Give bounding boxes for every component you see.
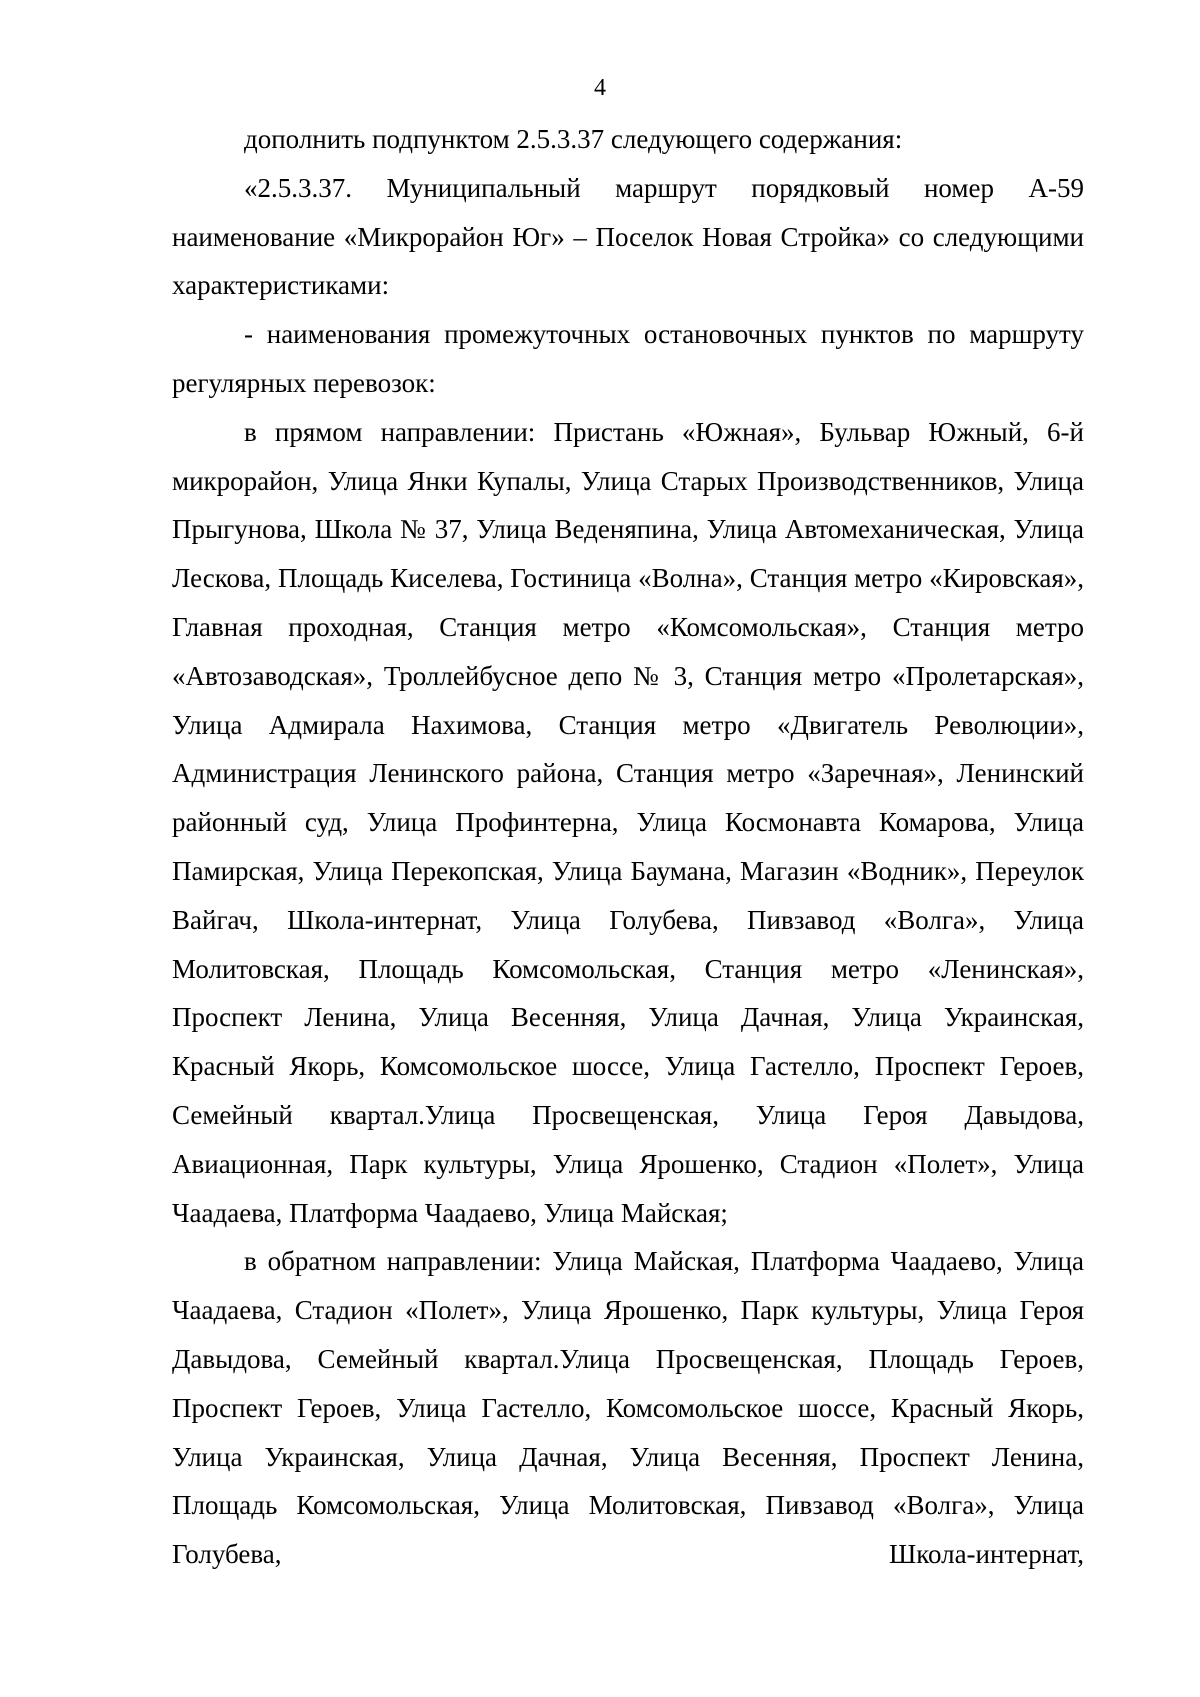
page-number: 4 xyxy=(594,75,606,101)
document-body xyxy=(172,115,1084,1579)
paragraph-reverse-direction: в обратном направлении: Улица Майская, Платформа Чаадаево, Улица Чаадаева, Стадион «Полет», Улица Ярошенко, Парк культуры, Улица Героя Давыдова, Семейный квартал.Улица Просвещенская, Площадь Героев, Проспект Героев, Улица Гастелло, Комсомольское шоссе, Красный Якорь, Улица Украинская, Улица Дачная, Улица Весенняя, Проспект Ленина, Площадь Комсомольская, Улица Молитовская, Пивзавод «Волга», Улица Голубева, Школа-интернат, xyxy=(172,1246,1084,1570)
paragraph-forward-direction: в прямом направлении: Пристань «Южная», Бульвар Южный, 6-й микрорайон, Улица Янки Купалы, Улица Старых Производственников, Улица Прыгунова, Школа № 37, Улица Веденяпина, Улица Автомеханическая, Улица Лескова, Площадь Киселева, Гостиница «Волна», Станция метро «Кировская», Главная проходная, Станция метро «Комсомольская», Станция метро «Автозаводская», Троллейбусное депо № 3, Станция метро «Пролетарская», Улица Адмирала Нахимова, Станция метро «Двигатель Революции», Администрация Ленинского района, Станция метро «Заречная», Ленинский районный суд, Улица Профинтерна, Улица Космонавта Комарова, Улица Памирская, Улица Перекопская, Улица Баумана, Магазин «Водник», Переулок Вайгач, Школа-интернат, Улица Голубева, Пивзавод «Волга», Улица Молитовская, Площадь Комсомольская, Станция метро «Ленинская», Проспект Ленина, Улица Весенняя, Улица Дачная, Улица Украинская, Красный Якорь, Комсомольское шоссе, Улица Гастелло, Проспект Героев, Семейный квартал.Улица Просвещенская, Улица Героя Давыдова, Авиационная, Парк культуры, Улица Ярошенко, Стадион «Полет», Улица Чаадаева, Платформа Чаадаево, Улица Майская; xyxy=(172,416,1084,1228)
paragraph-stops-heading: - наименования промежуточных остановочных пунктов по маршруту регулярных перевозок: xyxy=(172,319,1084,398)
paragraph-route-header: «2.5.3.37. Муниципальный маршрут порядковый номер А-59 наименование «Микрорайон Юг» – Поселок Новая Стройка» со следующими характеристиками: xyxy=(172,172,1084,301)
paragraph-intro: дополнить подпунктом 2.5.3.37 следующего содержания: xyxy=(244,124,903,154)
